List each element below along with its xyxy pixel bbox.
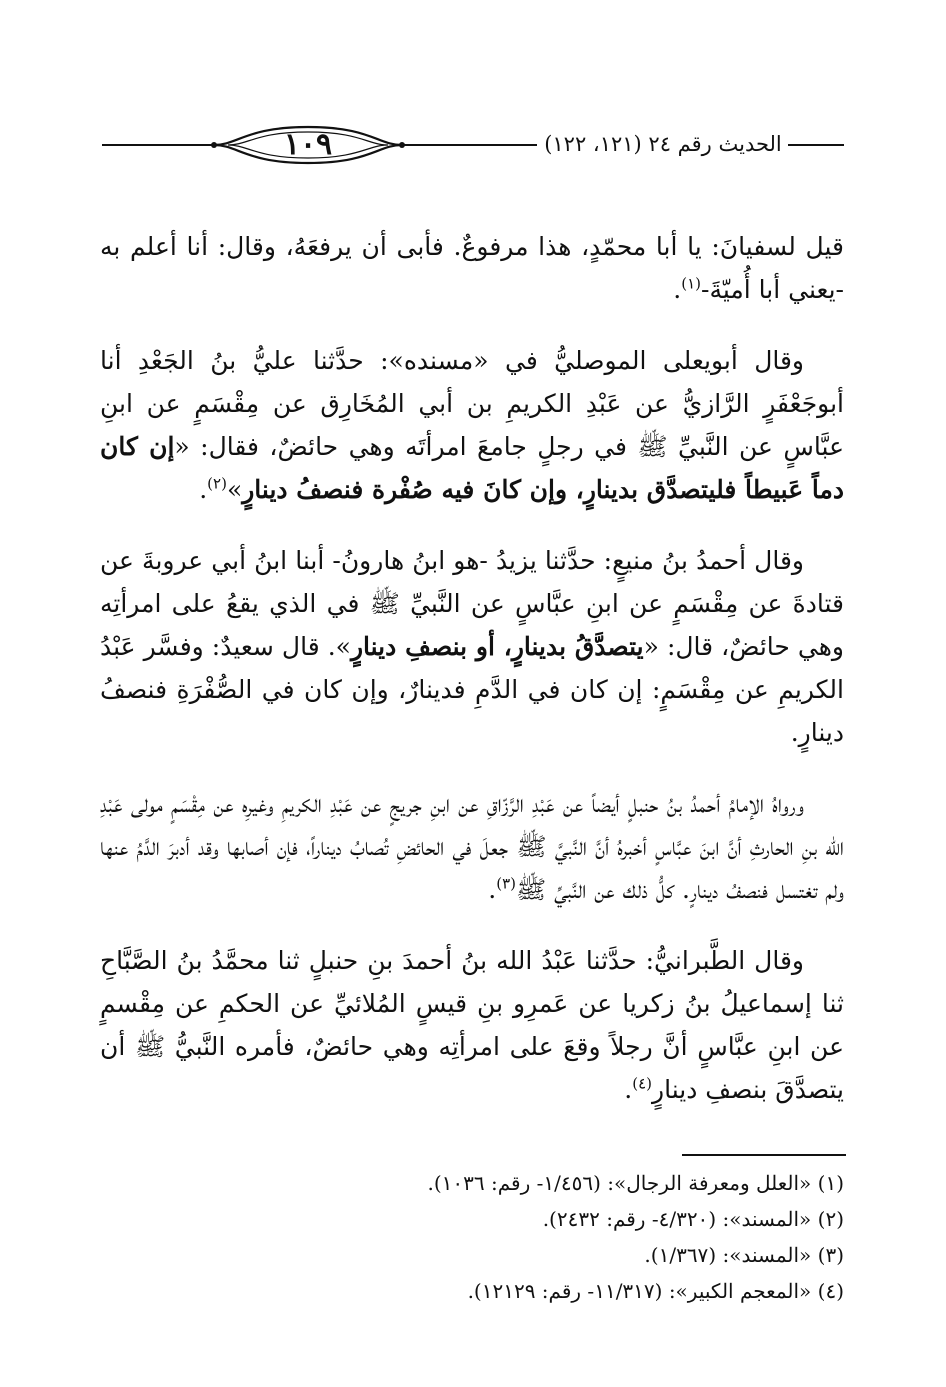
footnote: (١) «العلل ومعرفة الرجال»: (١/٤٥٦- رقم: ١٠٣٦). — [427, 1171, 844, 1195]
footnote-ref: (٣) — [496, 874, 516, 893]
page-number: ١٠٩ — [283, 127, 333, 162]
running-header — [100, 118, 846, 168]
paragraph — [100, 225, 844, 311]
running-title: الحديث رقم ٢٤ (١٢١، ١٢٢) — [544, 132, 782, 156]
header-rule-right — [788, 144, 844, 146]
text-segment: . — [488, 875, 497, 904]
hadith-text: يتصدَّقُ بدينارٍ، أو بنصفِ دينارٍ — [350, 632, 644, 661]
paragraph — [100, 939, 844, 1111]
text-segment: قيل لسفيانَ: يا أبا محمّدٍ، هذا مرفوعٌ. فأبى أن يرفعَهُ، وقال: أنا أعلم به -يعني أبا أُميّةَ- — [100, 232, 844, 304]
text-segment: » — [226, 475, 243, 504]
text-segment: وقال أحمدُ بنُ منيعٍ: حدَّثنا يزيدُ -هو ابنُ هارونُ- أبنا ابنُ أبي عروبةَ عن قتادةَ عن مِقْسَمٍ عن ابنِ عبَّاسٍ عن النَّبيِّ ﷺ في الذي يقعُ على امرأتِه وهي حائضٌ، قال: « — [100, 546, 845, 661]
footnote-ref: (١) — [681, 274, 701, 293]
paragraph — [100, 339, 844, 511]
text-segment: . — [199, 475, 208, 504]
text-segment: ورواهُ الإمامُ أحمدُ بنُ حنبلٍ أيضاً عن عَبْدِ الرَّزّاقِ عن ابنِ جريجٍ عن عَبْدِ الكريمِ وغيرِه عن مِقْسَمٍ مولى عَبْدِ الله بنِ الحارثِ أنَّ ابنَ عبَّاسٍ أخبرهُ أنَّ النَّبيَّ ﷺ جعلَ في الحائضِ تُصابُ ديناراً، فإن أصابها وقد أدبرَ الدَّمُ عنها ولم تغتسل فنصفُ دينارٍ. كلُّ ذلك عن النَّبيِّ ﷺ — [100, 789, 844, 904]
header-rule-middle — [402, 144, 537, 146]
footnotes — [100, 1165, 844, 1309]
text-segment: . — [624, 1075, 633, 1104]
text-segment: . — [673, 275, 682, 304]
header-rule-left — [102, 144, 212, 146]
footnote-ref: (٤) — [632, 1074, 653, 1093]
text-segment: وقال الطَّبرانيُّ: حدَّثنا عَبْدُ الله بنُ أحمدَ بنِ حنبلٍ ثنا محمَّدُ بنُ الصَّبَّاحِ ثنا إسماعيلُ بنُ زكريا عن عَمرِو بنِ قيسٍ المُلائيِّ عن الحكمِ عن مِقْسمٍ عن ابنِ عبَّاسٍ أنَّ رجلاً وقعَ على امرأتِه وهي حائضٌ، فأمره النَّبيُّ ﷺ أن يتصدَّقَ بنصفِ دينارٍ — [100, 946, 844, 1104]
main-text — [100, 225, 844, 1139]
paragraph — [100, 782, 844, 911]
footnote: (٣) «المسند»: (١/٣٦٧). — [644, 1243, 844, 1267]
paragraph — [100, 539, 844, 754]
footnote: (٤) «المعجم الكبير»: (١١/٣١٧- رقم: ١٢١٢٩). — [467, 1279, 844, 1303]
text-segment: ». قال سعيدٌ: وفسَّر عَبْدُ الكريمِ عن مِقْسَمٍ: إن كان في الدَّمِ فدينارٌ، وإن كان في الصُّفْرَةِ فنصفُ دينارٍ. — [100, 632, 844, 747]
footnote-ref: (٢) — [207, 474, 227, 493]
footnote-separator — [682, 1154, 846, 1156]
text-segment: وقال أبويعلى الموصليُّ في «مسنده»: حدَّثنا عليُّ بنُ الجَعْدِ أنا أبوجَعْفَرٍ الرَّازيُّ عن عَبْدِ الكريمِ بن أبي المُخَارِق عن مِقْسَمٍ عن ابنِ عبَّاسٍ عن النَّبيِّ ﷺ في رجلٍ جامعَ امرأتَه وهي حائضٌ، فقال: « — [100, 346, 844, 461]
hadith-text: إن كان دماً عَبيطاً فليتصدَّق بدينارٍ، وإن كانَ فيه صُفْرة فنصفُ دينارٍ — [100, 432, 844, 504]
footnote: (٢) «المسند»: (٤/٣٢٠- رقم: ٢٤٣٢). — [542, 1207, 844, 1231]
